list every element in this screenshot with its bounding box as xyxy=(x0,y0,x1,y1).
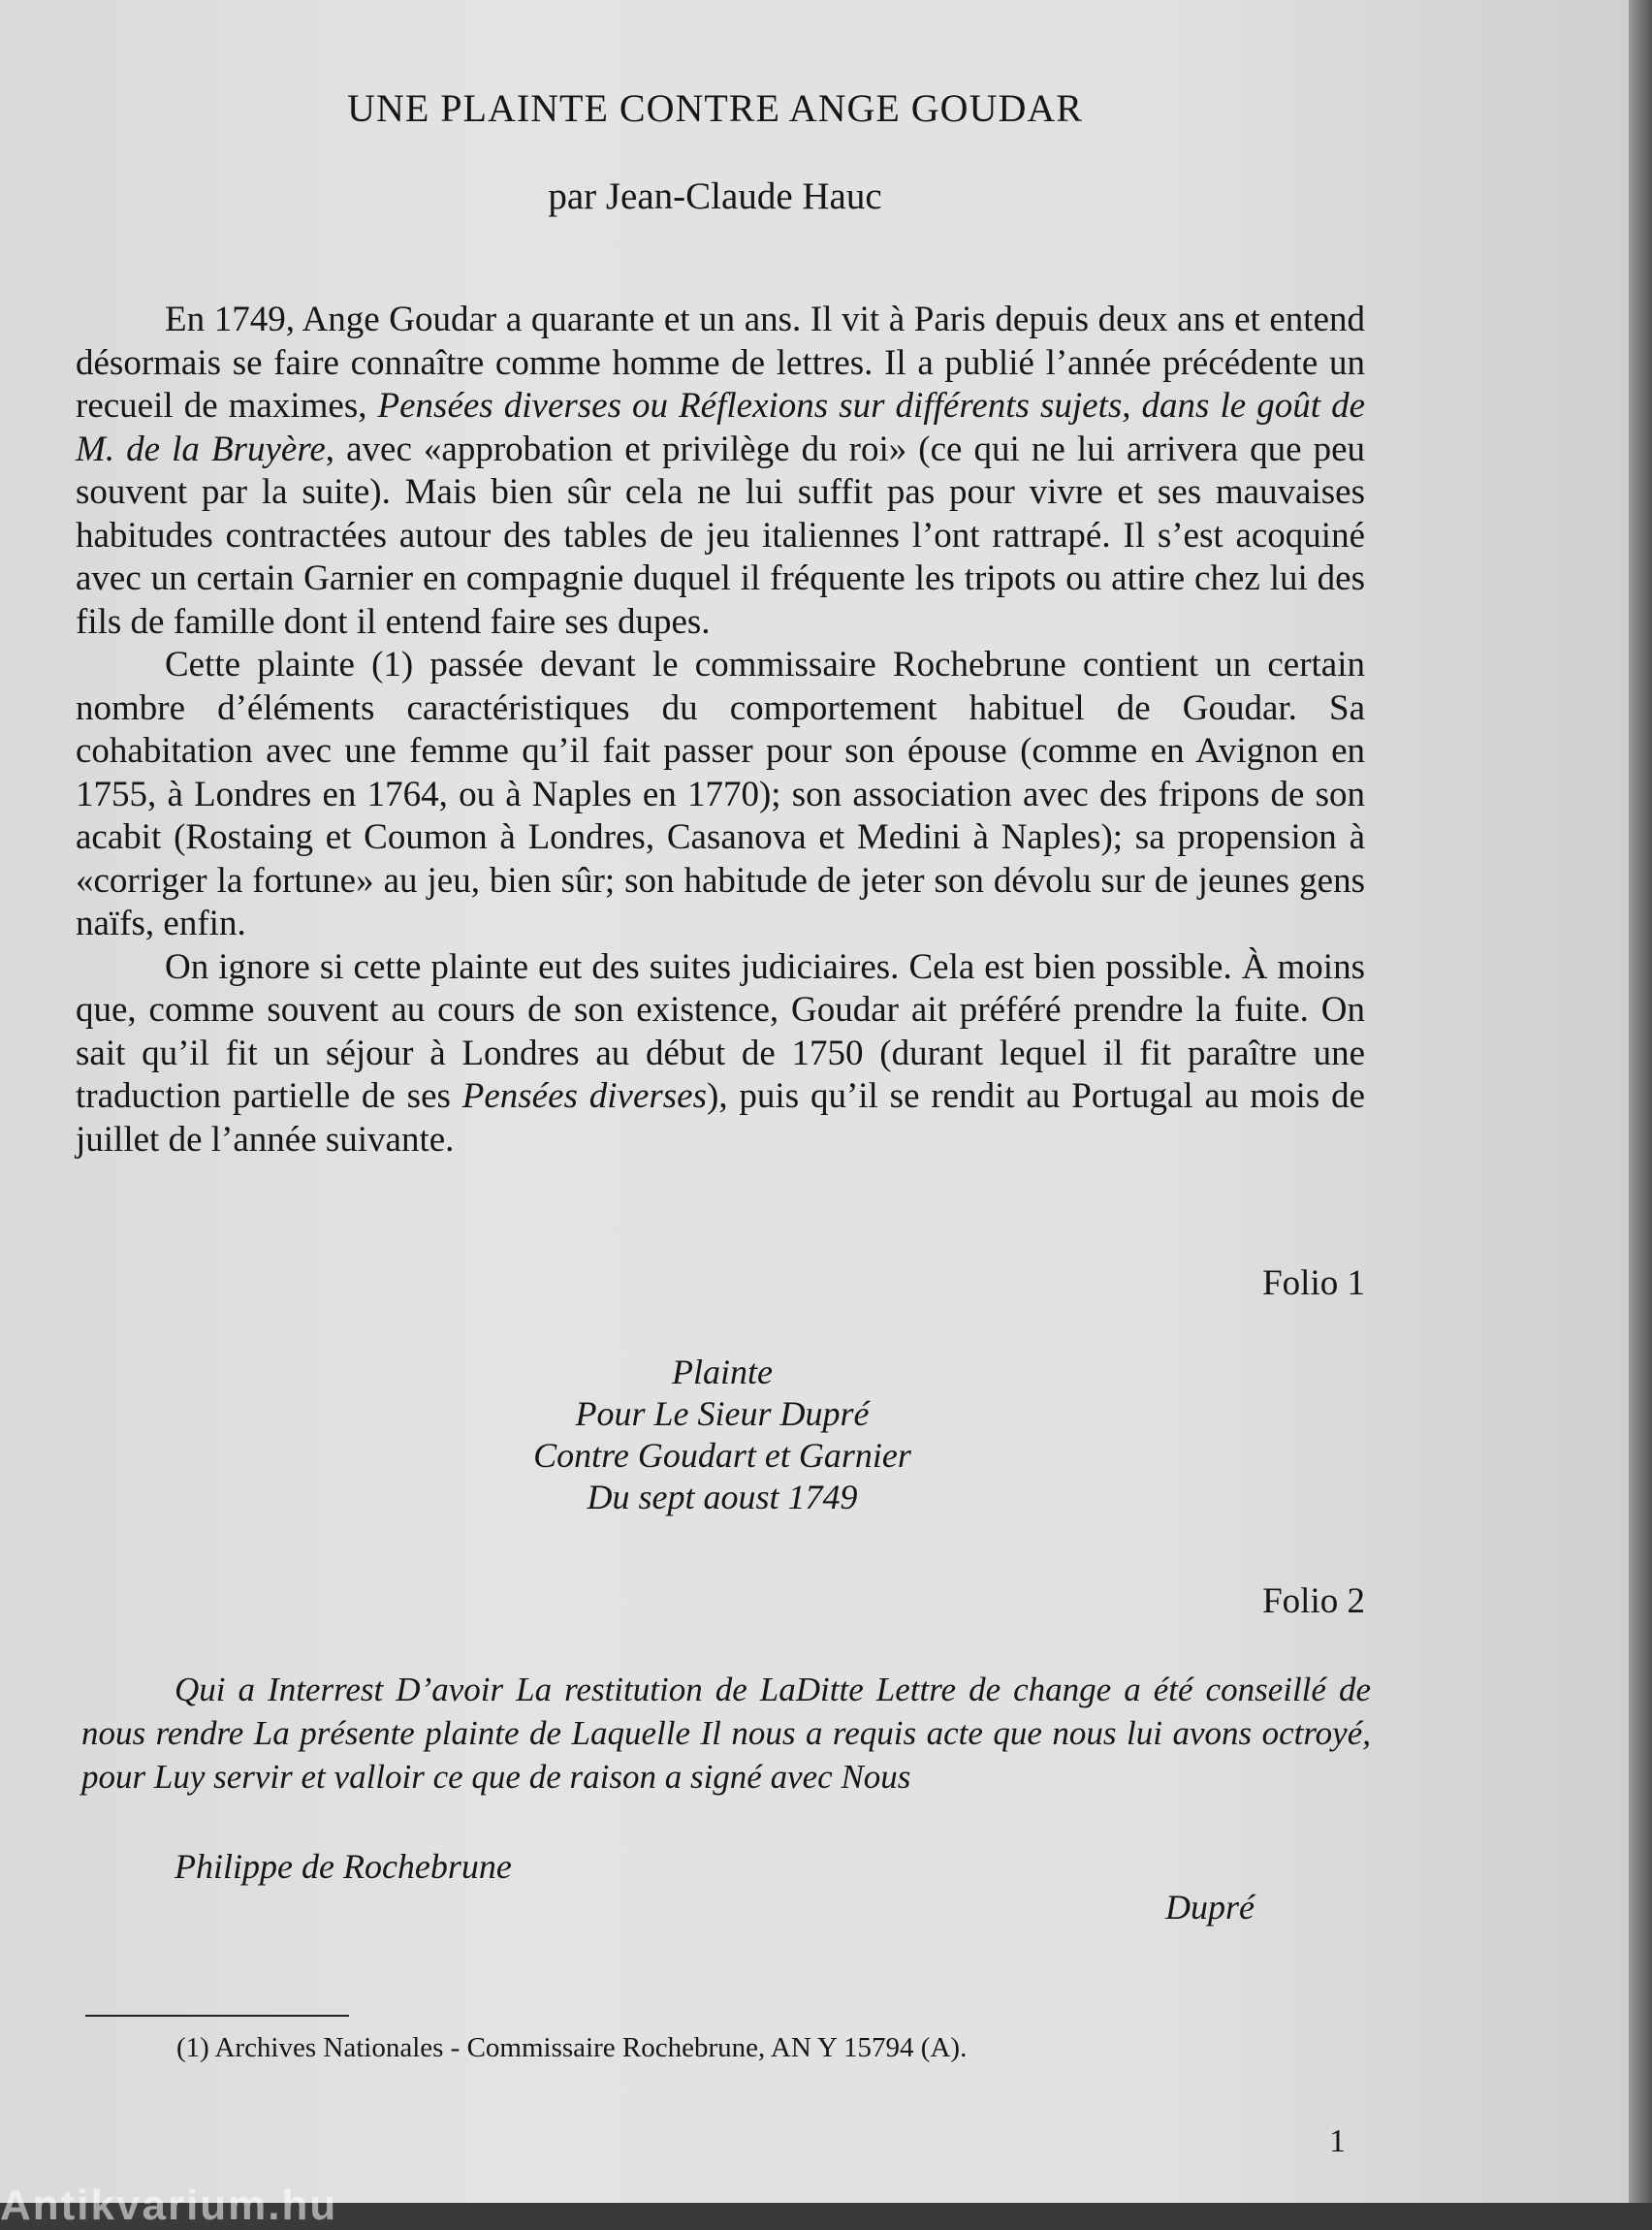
plainte-line: Du sept aoust 1749 xyxy=(587,1478,858,1516)
text-segment: En 1749, Ange Goudar a quarante et un ans. Il vit à Paris depuis deux ans et entend désormais se faire connaître comme homme de lettres. Il a publié l’année précédente un recueil de maximes, xyxy=(76,300,1365,426)
folio-label-1: Folio 1 xyxy=(1262,1263,1365,1303)
paragraph-1 xyxy=(76,299,1365,644)
article-author: par Jean-Claude Hauc xyxy=(548,175,882,217)
paragraph-2 xyxy=(76,644,1365,946)
folio-label-2: Folio 2 xyxy=(1262,1581,1365,1621)
text-segment: ), puis qu’il se rendit au Portugal au mois de juillet de l’année suivante. xyxy=(76,1076,1365,1160)
footnote-divider xyxy=(85,2015,349,2017)
quoted-document xyxy=(81,1668,1371,1799)
article-title: UNE PLAINTE CONTRE ANGE GOUDAR xyxy=(347,86,1083,130)
plainte-line: Contre Goudart et Garnier xyxy=(533,1436,911,1475)
plainte-line: Plainte xyxy=(672,1353,773,1391)
text-segment: , avec «approbation et privilège du roi» (ce qui ne lui arrivera que peu souvent par la suite). Mais bien sûr cela ne lui suffit pas pour vivre et ses mauvaises habitudes contractées autour des tables de jeu italiennes l’ont rattrapé. Il s’est acoquiné avec un certain Garnier en compagnie duquel il fréquente les tripots ou attire chez lui des fils de famille dont il entend faire ses dupes. xyxy=(76,429,1365,642)
page-number: 1 xyxy=(1329,2123,1346,2159)
article-body xyxy=(76,299,1365,1162)
plainte-line: Pour Le Sieur Dupré xyxy=(575,1394,870,1433)
signature-rochebrune: Philippe de Rochebrune xyxy=(175,1847,512,1886)
page-edge-shadow xyxy=(1629,0,1652,2203)
plainte-heading xyxy=(0,1352,1445,1518)
signature-dupre: Dupré xyxy=(1165,1888,1255,1927)
watermark: Antikvarium.hu xyxy=(0,2182,338,2229)
italic-title-segment: Pensées diverses ou Réflexions sur différents sujets, dans le goût de M. de la Bruyère xyxy=(76,386,1365,469)
footnote: (1) Archives Nationales - Commissaire Rochebrune, AN Y 15794 (A). xyxy=(176,2032,968,2063)
quote-text: Qui a Interrest D’avoir La restitution de LaDitte Lettre de change a été conseillé de nous rendre La présente plainte de Laquelle Il nous a requis acte que nous lui avons octroyé, pour Luy servir et valloir ce que de raison a signé avec Nous xyxy=(81,1671,1371,1796)
paragraph-3 xyxy=(76,946,1365,1163)
text-segment: On ignore si cette plainte eut des suites judiciaires. Cela est bien possible. À moins que, comme souvent au cours de son existence, Goudar ait préféré prendre la fuite. On sait qu’il fit un séjour à Londres au début de 1750 (durant lequel il fit paraître une traduction partielle de ses xyxy=(76,946,1365,1116)
text-segment: Cette plainte (1) passée devant le commissaire Rochebrune contient un certain nombre d’éléments caractéristiques du comportement habituel de Goudar. Sa cohabitation avec une femme qu’il fait passer pour son épouse (comme en Avignon en 1755, à Londres en 1764, ou à Naples en 1770); son association avec des fripons de son acabit (Rostaing et Coumon à Londres, Casanova et Medini à Naples); sa propension à «corriger la fortune» au jeu, bien sûr; son habitude de jeter son dévolu sur de jeunes gens naïfs, enfin. xyxy=(76,645,1365,943)
italic-title-segment: Pensées diverses xyxy=(461,1076,708,1116)
